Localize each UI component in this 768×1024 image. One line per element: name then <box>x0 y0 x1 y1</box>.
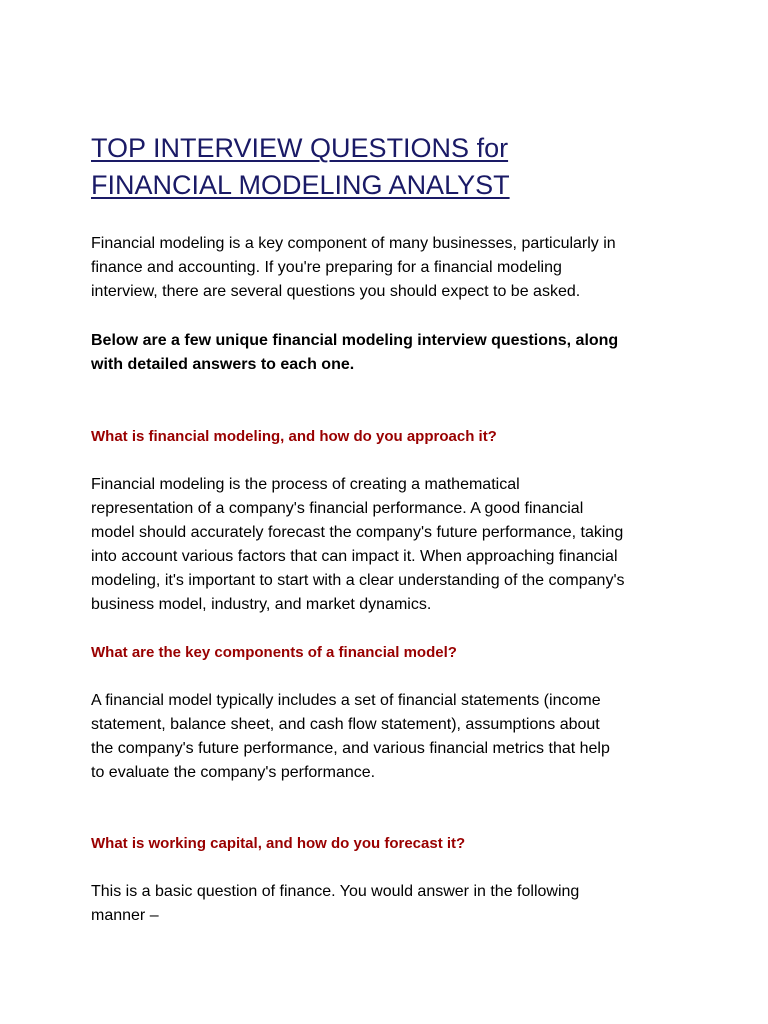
text-line: business model, industry, and market dynamics. <box>91 596 432 613</box>
answer-paragraph-1 <box>91 473 625 617</box>
text-line: representation of a company's financial performance. A good financial <box>91 500 584 517</box>
answer-paragraph-3 <box>91 880 579 928</box>
document-title <box>91 130 510 204</box>
question-heading-3: What is working capital, and how do you forecast it? <box>91 835 466 852</box>
text-line: modeling, it's important to start with a clear understanding of the company's <box>91 572 625 589</box>
text-line: to evaluate the company's performance. <box>91 764 376 781</box>
intro-paragraph <box>91 232 616 304</box>
text-line: interview, there are several questions you should expect to be asked. <box>91 283 581 300</box>
text-line: Below are a few unique financial modeling interview questions, along <box>91 332 619 349</box>
answer-paragraph-2 <box>91 689 610 785</box>
lead-paragraph <box>91 329 618 377</box>
text-line: model should accurately forecast the company's future performance, taking <box>91 524 624 541</box>
document-title-line: FINANCIAL MODELING ANALYST <box>91 170 510 200</box>
text-line: into account various factors that can impact it. When approaching financial <box>91 548 618 565</box>
text-line: This is a basic question of finance. You would answer in the following <box>91 883 580 900</box>
text-line: manner – <box>91 907 159 924</box>
text-line: with detailed answers to each one. <box>91 356 355 373</box>
text-line: the company's future performance, and various financial metrics that help <box>91 740 610 757</box>
text-line: statement, balance sheet, and cash flow statement), assumptions about <box>91 716 600 733</box>
text-line: A financial model typically includes a set of financial statements (income <box>91 692 601 709</box>
text-line: Financial modeling is a key component of many businesses, particularly in <box>91 235 616 252</box>
text-line: Financial modeling is the process of creating a mathematical <box>91 476 520 493</box>
text-line: finance and accounting. If you're preparing for a financial modeling <box>91 259 562 276</box>
question-heading-1: What is financial modeling, and how do you approach it? <box>91 428 497 445</box>
question-heading-2: What are the key components of a financial model? <box>91 644 457 661</box>
document-title-line: TOP INTERVIEW QUESTIONS for <box>91 133 509 163</box>
